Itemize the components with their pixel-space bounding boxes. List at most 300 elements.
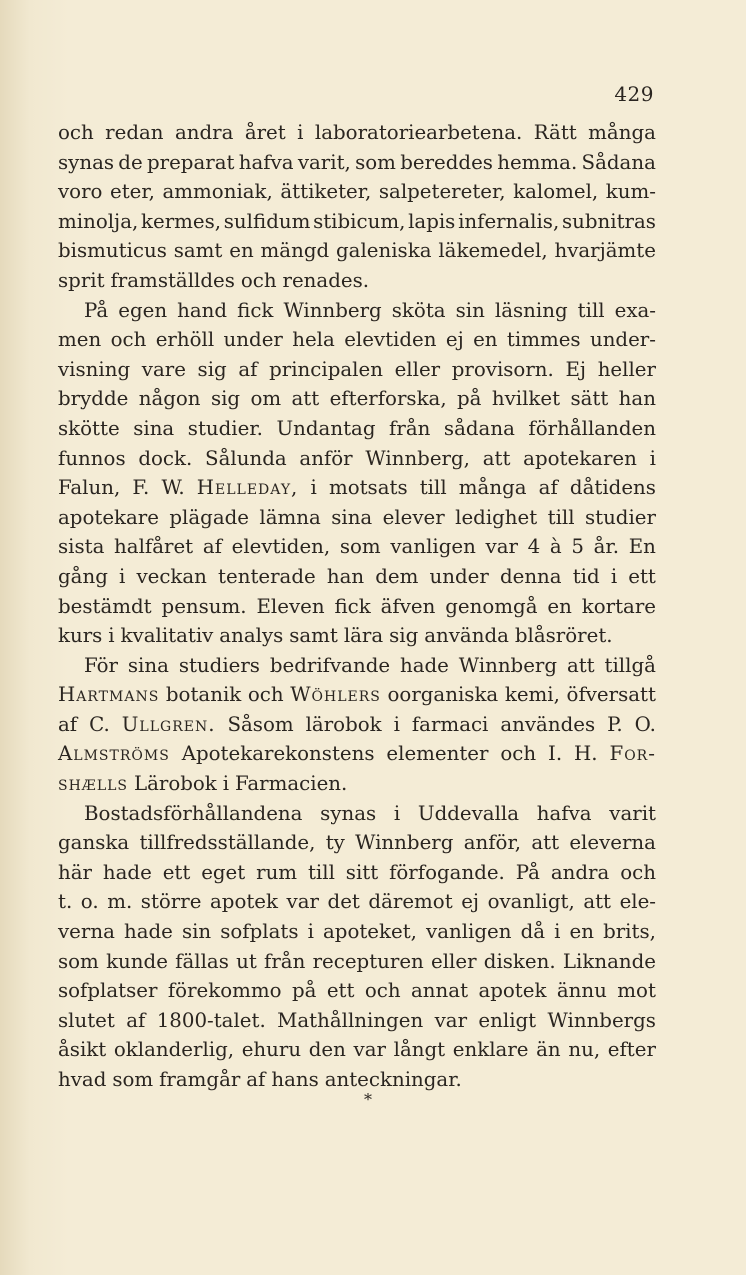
word: apotekare bbox=[58, 505, 159, 529]
word: galeniska bbox=[336, 239, 432, 263]
word: till bbox=[577, 298, 605, 322]
word: åsikt bbox=[58, 1038, 107, 1062]
word: många bbox=[458, 476, 527, 500]
word: lära bbox=[343, 624, 384, 648]
word: i bbox=[108, 624, 115, 648]
word: af bbox=[246, 1068, 266, 1091]
word: i bbox=[393, 712, 400, 736]
word: annat bbox=[411, 979, 469, 1003]
word: att bbox=[482, 446, 511, 470]
word: den bbox=[308, 1038, 346, 1062]
word: framställdes bbox=[110, 268, 235, 292]
word: Rätt bbox=[533, 121, 577, 144]
word: Hartmans bbox=[58, 683, 160, 707]
text-line bbox=[58, 947, 656, 977]
word: skötte bbox=[58, 416, 120, 440]
word: att bbox=[531, 831, 560, 855]
word: brits, bbox=[603, 920, 656, 944]
word: motsats bbox=[328, 476, 408, 500]
word: fällas bbox=[175, 949, 229, 973]
word: timmes bbox=[506, 328, 581, 352]
text-line bbox=[58, 887, 656, 917]
word: kvalitativ bbox=[120, 624, 214, 648]
text-line bbox=[58, 1006, 656, 1036]
text-line bbox=[58, 236, 656, 266]
word: apoteket, bbox=[322, 920, 417, 944]
text-line bbox=[58, 917, 656, 947]
word: verna bbox=[58, 920, 115, 944]
word: elementer bbox=[386, 742, 489, 766]
word: som bbox=[355, 150, 396, 174]
word: laboratoriearbetena. bbox=[314, 121, 523, 144]
word: sin bbox=[455, 298, 485, 322]
word: af bbox=[202, 535, 222, 559]
paragraph bbox=[58, 651, 656, 799]
word: bestämdt bbox=[58, 594, 152, 618]
text-line bbox=[58, 739, 656, 769]
text-line bbox=[58, 118, 656, 148]
word: i bbox=[649, 446, 656, 470]
word: visning bbox=[58, 357, 131, 381]
word: Eleven bbox=[256, 594, 325, 618]
word: subnitras bbox=[561, 209, 656, 233]
word: m. bbox=[107, 890, 133, 914]
word: principalen bbox=[269, 357, 383, 381]
word: O. bbox=[634, 712, 656, 736]
word: under- bbox=[589, 328, 656, 352]
word: i bbox=[393, 801, 401, 825]
word: på bbox=[457, 387, 482, 411]
word: shælls bbox=[58, 772, 128, 796]
word: eget bbox=[201, 860, 246, 884]
word: provisorn. bbox=[451, 357, 554, 381]
word: vare bbox=[141, 357, 186, 381]
word: bismuticus bbox=[58, 239, 167, 263]
word: 1800-talet. bbox=[156, 1008, 266, 1032]
text-line bbox=[58, 207, 656, 237]
word: kemi, bbox=[504, 683, 560, 707]
word: disken. bbox=[483, 949, 556, 973]
word: varit, bbox=[297, 150, 351, 174]
word: kermes, bbox=[141, 209, 222, 233]
body-text bbox=[58, 118, 656, 1095]
word: plägade bbox=[169, 505, 249, 529]
text-line bbox=[58, 858, 656, 888]
word: andra bbox=[550, 860, 610, 884]
word: t. bbox=[58, 890, 73, 914]
text-line bbox=[58, 177, 656, 207]
word: studier. bbox=[187, 416, 263, 440]
word: hafva bbox=[536, 801, 592, 825]
word: gång bbox=[58, 564, 108, 588]
word: förhållanden bbox=[528, 416, 656, 440]
word: preparat bbox=[146, 150, 235, 174]
word: var bbox=[286, 890, 319, 914]
word: Bostadsförhållandena bbox=[84, 801, 303, 825]
word: fick bbox=[334, 594, 371, 618]
word: bedrifvande bbox=[269, 653, 391, 677]
word: Winnberg bbox=[458, 653, 558, 677]
word: som bbox=[339, 535, 381, 559]
word: i bbox=[554, 920, 561, 944]
word: samt bbox=[173, 239, 223, 263]
text-line bbox=[58, 828, 656, 858]
word: Apotekarekonstens bbox=[181, 742, 375, 766]
word: vanligen bbox=[426, 920, 512, 944]
word: ett bbox=[162, 860, 191, 884]
word: och bbox=[247, 683, 284, 707]
word: vanligen bbox=[390, 535, 476, 559]
word: ganska bbox=[58, 831, 130, 855]
word: hade bbox=[102, 860, 152, 884]
word: år. bbox=[593, 535, 620, 559]
word: Almströms bbox=[58, 742, 170, 766]
word: kortare bbox=[581, 594, 656, 618]
word: än bbox=[536, 1038, 561, 1062]
word: apotek bbox=[209, 890, 278, 914]
word: kurs bbox=[58, 624, 103, 648]
word: blåsröret. bbox=[514, 624, 613, 648]
word: då bbox=[520, 920, 546, 944]
word: salpetereter, bbox=[378, 180, 506, 204]
text-line bbox=[58, 355, 656, 385]
word: Liknande bbox=[562, 949, 656, 973]
text-line bbox=[58, 503, 656, 533]
word: veckan bbox=[136, 564, 207, 588]
word: hans bbox=[271, 1068, 319, 1091]
word: På bbox=[515, 860, 540, 884]
word: läsning bbox=[494, 298, 568, 322]
word: hand bbox=[177, 298, 228, 322]
word: året bbox=[244, 121, 286, 144]
word: egen bbox=[118, 298, 168, 322]
word: af bbox=[58, 712, 78, 736]
word: hela bbox=[292, 328, 335, 352]
word: kunde bbox=[106, 949, 168, 973]
word: apotek bbox=[478, 979, 547, 1003]
paragraph bbox=[58, 118, 656, 296]
word: enligt bbox=[478, 1008, 537, 1032]
word: mängd bbox=[260, 239, 330, 263]
word: apotekaren bbox=[523, 446, 637, 470]
word: heller bbox=[597, 357, 656, 381]
word: redan bbox=[105, 121, 164, 144]
word: sig bbox=[389, 624, 419, 648]
word: lämna bbox=[259, 505, 321, 529]
word: läkemedel, bbox=[438, 239, 548, 263]
word: ty bbox=[325, 831, 345, 855]
word: Ej bbox=[565, 357, 587, 381]
word: C. bbox=[89, 712, 110, 736]
word: ättiketer, bbox=[280, 180, 372, 204]
word: till bbox=[547, 505, 575, 529]
word: från bbox=[264, 949, 306, 973]
word: det bbox=[327, 890, 360, 914]
page-number: 429 bbox=[614, 82, 654, 106]
word: af bbox=[238, 357, 258, 381]
text-line bbox=[58, 710, 656, 740]
word: stibicum, bbox=[313, 209, 406, 233]
word: denna bbox=[499, 564, 562, 588]
word: efter bbox=[607, 1038, 656, 1062]
word: enklare bbox=[452, 1038, 529, 1062]
word: elevtiden, bbox=[231, 535, 331, 559]
word: tenterade bbox=[218, 564, 316, 588]
word: recepturen bbox=[312, 949, 424, 973]
text-line bbox=[58, 769, 656, 799]
word: eleverna bbox=[569, 831, 656, 855]
word: voro bbox=[58, 180, 103, 204]
word: hvilket bbox=[491, 387, 561, 411]
word: Wöhlers bbox=[290, 683, 381, 707]
word: och bbox=[500, 742, 537, 766]
word: elevtiden bbox=[344, 328, 437, 352]
word: For- bbox=[609, 742, 656, 766]
word: sulfidum bbox=[223, 209, 311, 233]
text-line bbox=[58, 562, 656, 592]
word: sig bbox=[210, 387, 241, 411]
word: Sådana bbox=[581, 150, 656, 174]
word: i bbox=[297, 121, 304, 144]
word: sköta bbox=[391, 298, 446, 322]
word: Ullgren. bbox=[121, 712, 216, 736]
word: Winnberg bbox=[283, 298, 382, 322]
word: anteckningar. bbox=[324, 1068, 462, 1091]
word: sätt bbox=[570, 387, 609, 411]
word: ledighet bbox=[455, 505, 538, 529]
word: H. bbox=[574, 742, 598, 766]
word: mot bbox=[617, 979, 656, 1003]
word: 4 bbox=[527, 535, 541, 559]
word: anför, bbox=[463, 831, 522, 855]
word: var bbox=[485, 535, 518, 559]
word: tillfredsställande, bbox=[139, 831, 316, 855]
word: lapis bbox=[408, 209, 456, 233]
text-line bbox=[58, 414, 656, 444]
word: att bbox=[583, 890, 612, 914]
paragraph bbox=[58, 296, 656, 651]
word: varit bbox=[609, 801, 656, 825]
word: i bbox=[610, 564, 618, 588]
word: sofplats bbox=[220, 920, 299, 944]
word: Farmacien. bbox=[235, 772, 348, 796]
word: som bbox=[58, 949, 99, 973]
word: ovanligt, bbox=[487, 890, 575, 914]
word: i bbox=[118, 564, 126, 588]
word: sina bbox=[127, 653, 169, 677]
word: under bbox=[429, 564, 489, 588]
word: var bbox=[353, 1038, 386, 1062]
word: eller bbox=[394, 357, 441, 381]
word: till bbox=[419, 476, 447, 500]
word: fick bbox=[237, 298, 274, 322]
word: under bbox=[223, 328, 283, 352]
word: en bbox=[229, 239, 254, 263]
word: att bbox=[291, 387, 320, 411]
word: ett bbox=[326, 979, 355, 1003]
text-line bbox=[58, 384, 656, 414]
word: Undantag bbox=[276, 416, 376, 440]
word: hemma. bbox=[497, 150, 578, 174]
word: hafva bbox=[238, 150, 294, 174]
text-line bbox=[58, 592, 656, 622]
word: Winnbergs bbox=[547, 1008, 656, 1032]
word: många bbox=[588, 121, 656, 144]
word: Winnberg, bbox=[365, 446, 470, 470]
word: efterforska, bbox=[329, 387, 447, 411]
word: Winnberg bbox=[355, 831, 454, 855]
word: Mathållningen bbox=[277, 1008, 424, 1032]
word: ut bbox=[236, 949, 257, 973]
word: 5 bbox=[571, 535, 584, 559]
word: hade bbox=[123, 920, 173, 944]
word: en bbox=[569, 920, 594, 944]
text-line bbox=[58, 473, 656, 503]
word: tillgå bbox=[604, 653, 656, 677]
word: Helleday, bbox=[196, 476, 299, 500]
word: från bbox=[389, 416, 431, 440]
text-line bbox=[58, 532, 656, 562]
word: om bbox=[250, 387, 282, 411]
word: som bbox=[112, 1068, 154, 1091]
word: ej bbox=[445, 328, 464, 352]
word: och bbox=[110, 328, 147, 352]
word: sina bbox=[331, 505, 373, 529]
word: ej bbox=[461, 890, 480, 914]
word: sina bbox=[133, 416, 175, 440]
word: studiers bbox=[178, 653, 260, 677]
word: synas bbox=[320, 801, 377, 825]
word: i bbox=[310, 476, 317, 500]
word: användes bbox=[500, 712, 596, 736]
word: I. bbox=[548, 742, 563, 766]
text-line bbox=[58, 148, 656, 178]
section-mark: * bbox=[364, 1090, 372, 1109]
word: Uddevalla bbox=[417, 801, 520, 825]
word: kum- bbox=[605, 180, 656, 204]
word: af bbox=[126, 1008, 146, 1032]
word: här bbox=[58, 860, 92, 884]
word: öfversatt bbox=[566, 683, 656, 707]
word: minolja, bbox=[58, 209, 139, 233]
word: förekommo bbox=[167, 979, 282, 1003]
text-line bbox=[58, 1065, 656, 1095]
word: kalomel, bbox=[513, 180, 599, 204]
word: sin bbox=[181, 920, 212, 944]
word: W. bbox=[161, 476, 185, 500]
word: genomgå bbox=[445, 594, 538, 618]
word: sista bbox=[58, 535, 105, 559]
word: sitt bbox=[345, 860, 379, 884]
text-line bbox=[58, 296, 656, 326]
word: andra bbox=[174, 121, 234, 144]
word: var bbox=[434, 1008, 468, 1032]
word: eller bbox=[431, 949, 477, 973]
word: ele- bbox=[619, 890, 656, 914]
word: slutet bbox=[58, 1008, 115, 1032]
word: att bbox=[566, 653, 595, 677]
word: han bbox=[326, 564, 365, 588]
word: af bbox=[538, 476, 558, 500]
word: brydde bbox=[58, 387, 129, 411]
word: sofplatser bbox=[58, 979, 158, 1003]
word: en bbox=[473, 328, 498, 352]
word: elever bbox=[382, 505, 445, 529]
word: samt bbox=[289, 624, 338, 648]
word: en bbox=[547, 594, 572, 618]
word: farmaci bbox=[411, 712, 489, 736]
text-line bbox=[58, 799, 656, 829]
word: Såsom bbox=[227, 712, 294, 736]
word: dock. bbox=[138, 446, 193, 470]
word: och bbox=[58, 121, 94, 144]
word: lärobok bbox=[305, 712, 382, 736]
word: större bbox=[140, 890, 202, 914]
word: ett bbox=[628, 564, 656, 588]
word: anför bbox=[299, 446, 353, 470]
word: på bbox=[291, 979, 317, 1003]
word: men bbox=[58, 328, 102, 352]
word: studier bbox=[584, 505, 656, 529]
word: infernalis, bbox=[458, 209, 560, 233]
text-line bbox=[58, 1035, 656, 1065]
word: à bbox=[549, 535, 562, 559]
word: Falun, bbox=[58, 476, 121, 500]
word: o. bbox=[80, 890, 99, 914]
text-line bbox=[58, 325, 656, 355]
text-line bbox=[58, 266, 656, 296]
word: oklanderlig, bbox=[113, 1038, 235, 1062]
word: långt bbox=[393, 1038, 446, 1062]
word: i bbox=[307, 920, 314, 944]
word: P. bbox=[607, 712, 623, 736]
word: ammoniak, bbox=[162, 180, 273, 204]
word: ännu bbox=[556, 979, 607, 1003]
word: däremot bbox=[368, 890, 453, 914]
text-line bbox=[58, 651, 656, 681]
word: hade bbox=[399, 653, 449, 677]
word: dem bbox=[375, 564, 419, 588]
word: bereddes bbox=[400, 150, 493, 174]
word: sprit bbox=[58, 268, 105, 292]
word: F. bbox=[132, 476, 150, 500]
word: analys bbox=[219, 624, 284, 648]
paragraph bbox=[58, 799, 656, 1095]
word: botanik bbox=[165, 683, 242, 707]
word: pensum. bbox=[161, 594, 247, 618]
text-line bbox=[58, 680, 656, 710]
word: För bbox=[84, 653, 119, 677]
word: synas bbox=[58, 150, 115, 174]
word: På bbox=[84, 298, 109, 322]
word: ehuru bbox=[241, 1038, 302, 1062]
word: i bbox=[222, 772, 230, 796]
word: nu, bbox=[568, 1038, 601, 1062]
word: dåtidens bbox=[569, 476, 656, 500]
word: till bbox=[307, 860, 335, 884]
word: använda bbox=[424, 624, 509, 648]
word: de bbox=[118, 150, 143, 174]
word: och bbox=[620, 860, 656, 884]
word: han bbox=[618, 387, 656, 411]
word: och bbox=[240, 268, 277, 292]
word: äfven bbox=[380, 594, 436, 618]
word: förfogande. bbox=[389, 860, 505, 884]
word: hvarjämte bbox=[554, 239, 656, 263]
word: tid bbox=[572, 564, 600, 588]
word: hvad bbox=[58, 1068, 107, 1091]
word: renades. bbox=[282, 268, 370, 292]
